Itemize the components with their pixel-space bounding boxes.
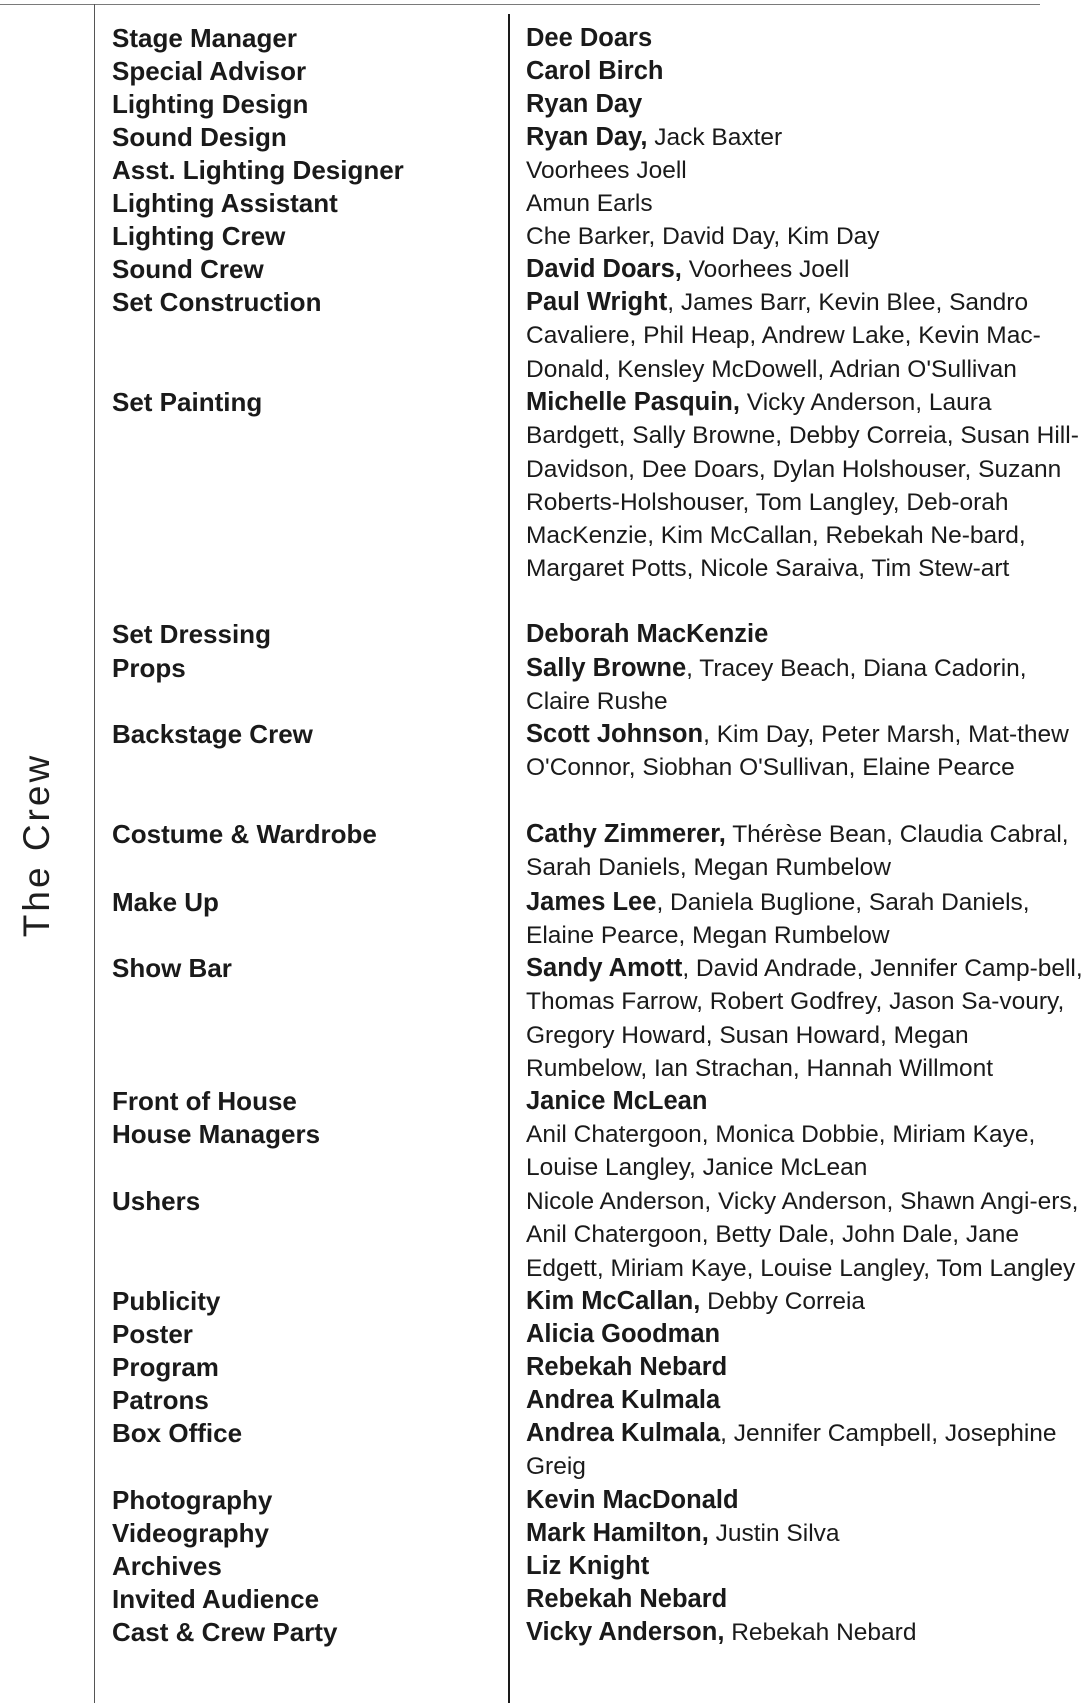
credit-role: Lighting Crew — [112, 221, 286, 251]
credit-rest: Nicole Anderson, Vicky Anderson, Shawn Angi-ers, Anil Chatergoon, Betty Dale, John Dale, Jane Edgett, Miriam Kaye, Louise Langley, Tom Langley — [526, 1188, 1079, 1282]
credit-lead: Deborah MacKenzie — [526, 620, 769, 648]
credit-role: Box Office — [112, 1418, 243, 1448]
credit-role: Props — [112, 653, 186, 683]
credit-role: Set Painting — [112, 387, 263, 417]
credit-role: Cast & Crew Party — [112, 1617, 338, 1647]
credit-names — [526, 187, 1086, 220]
credit-role: Stage Manager — [112, 23, 297, 53]
credit-role: Set Construction — [112, 287, 322, 317]
top-rule — [0, 4, 1040, 5]
left-rule — [94, 4, 95, 1703]
credit-role: Special Advisor — [112, 56, 307, 86]
credit-rest: Justin Silva — [708, 1520, 840, 1547]
credit-rest: Voorhees Joell — [526, 157, 687, 184]
credit-rest: Anil Chatergoon, Monica Dobbie, Miriam Kaye, Louise Langley, Janice McLean — [526, 1121, 1036, 1182]
credit-lead: Michelle Pasquin, — [526, 388, 740, 416]
credit-rest: Rebekah Nebard — [724, 1619, 917, 1646]
credit-lead: Scott Johnson — [526, 720, 704, 748]
credit-names — [526, 1550, 1086, 1583]
credit-lead: Vicky Anderson, — [526, 1618, 725, 1646]
credit-names — [526, 718, 1086, 785]
credit-lead: Kim McCallan, — [526, 1287, 701, 1315]
credit-lead: David Doars, — [526, 255, 682, 283]
credit-names — [526, 1484, 1086, 1517]
credit-names — [526, 1285, 1086, 1318]
credit-role: Front of House — [112, 1086, 297, 1116]
credit-role: Costume & Wardrobe — [112, 819, 377, 849]
credit-role: House Managers — [112, 1119, 321, 1149]
credit-lead: Ryan Day — [526, 90, 643, 118]
credit-role: Backstage Crew — [112, 719, 313, 749]
credit-names — [526, 220, 1086, 253]
credit-role: Show Bar — [112, 953, 232, 983]
credit-names — [526, 952, 1086, 1085]
credit-names — [526, 1583, 1086, 1616]
credit-names — [526, 22, 1086, 55]
credit-names — [526, 1318, 1086, 1351]
credit-rest: , David Andrade, Jennifer Camp-bell, Thomas Farrow, Robert Godfrey, Jason Sa-voury, Gregory Howard, Susan Howard, Megan Rumbelow, Ian Strachan, Hannah Willmont — [526, 955, 1083, 1082]
credit-names — [526, 154, 1086, 187]
credit-lead: Ryan Day, — [526, 123, 648, 151]
credit-rest: , James Barr, Kevin Blee, Sandro Cavaliere, Phil Heap, Andrew Lake, Kevin Mac-Donald, Kensley McDowell, Adrian O'Sullivan — [526, 289, 1041, 383]
credit-lead: Alicia Goodman — [526, 1320, 721, 1348]
credit-lead: Kevin MacDonald — [526, 1486, 739, 1514]
credit-role: Publicity — [112, 1286, 221, 1316]
credit-rest: Voorhees Joell — [681, 256, 850, 283]
credit-role: Videography — [112, 1518, 270, 1548]
credit-role: Ushers — [112, 1186, 201, 1216]
credit-lead: Sally Browne — [526, 654, 687, 682]
credit-rest: Debby Correia — [700, 1288, 866, 1315]
credit-role: Poster — [112, 1319, 193, 1349]
credit-names — [526, 1384, 1086, 1417]
credit-role: Lighting Design — [112, 89, 309, 119]
credit-rest: Vicky Anderson, Laura Bardgett, Sally Browne, Debby Correia, Susan Hill-Davidson, Dee Doars, Dylan Holshouser, Suzann Roberts-Holshouser, Tom Langley, Deb-orah MacKenzie, Kim McCallan, Rebekah Ne-bard, Margaret Potts, Nicole Saraiva, Tim Stew-art — [526, 389, 1079, 583]
credit-rest: , Jennifer Campbell, Josephine Greig — [526, 1420, 1057, 1481]
credit-lead: Cathy Zimmerer, — [526, 820, 726, 848]
credit-names — [526, 88, 1086, 121]
credit-names — [526, 1118, 1086, 1185]
credit-names — [526, 652, 1086, 719]
credit-rest: Jack Baxter — [647, 124, 783, 151]
credit-names — [526, 1185, 1086, 1285]
credit-role: Set Dressing — [112, 619, 271, 649]
credit-rest: , Daniela Buglione, Sarah Daniels, Elaine Pearce, Megan Rumbelow — [526, 889, 1030, 950]
credit-role: Invited Audience — [112, 1584, 320, 1614]
credit-names — [526, 1517, 1086, 1550]
credit-lead: Sandy Amott — [526, 954, 683, 982]
credit-names — [526, 818, 1086, 885]
credit-lead: Paul Wright — [526, 288, 668, 316]
credit-names — [526, 1351, 1086, 1384]
column-divider — [508, 14, 510, 1703]
credit-names — [526, 55, 1086, 88]
credit-rest: Thérèse Bean, Claudia Cabral, Sarah Daniels, Megan Rumbelow — [526, 821, 1069, 882]
credit-role: Program — [112, 1352, 219, 1382]
credit-role: Sound Design — [112, 122, 287, 152]
credit-names — [526, 121, 1086, 154]
credit-names — [526, 1616, 1086, 1649]
credit-lead: Andrea Kulmala — [526, 1386, 721, 1414]
credit-names — [526, 886, 1086, 953]
credit-names — [526, 1085, 1086, 1118]
section-title: The Crew — [16, 752, 57, 938]
credit-lead: Janice McLean — [526, 1087, 708, 1115]
credit-role: Lighting Assistant — [112, 188, 338, 218]
credit-lead: James Lee — [526, 888, 657, 916]
credit-rest: , Kim Day, Peter Marsh, Mat-thew O'Connor, Siobhan O'Sullivan, Elaine Pearce — [526, 721, 1069, 782]
credit-role: Sound Crew — [112, 254, 264, 284]
credit-rest: , Tracey Beach, Diana Cadorin, Claire Rushe — [526, 655, 1027, 716]
credit-lead: Carol Birch — [526, 57, 664, 85]
credit-role: Photography — [112, 1485, 273, 1515]
credit-names — [526, 253, 1086, 286]
credit-role: Asst. Lighting Designer — [112, 155, 404, 185]
credit-role: Make Up — [112, 887, 219, 917]
credit-rest: Che Barker, David Day, Kim Day — [526, 223, 880, 250]
credit-lead: Mark Hamilton, — [526, 1519, 709, 1547]
credit-lead: Rebekah Nebard — [526, 1353, 728, 1381]
credit-names — [526, 1417, 1086, 1484]
credit-role: Patrons — [112, 1385, 209, 1415]
credit-lead: Andrea Kulmala — [526, 1419, 721, 1447]
credit-names — [526, 618, 1086, 651]
credit-role: Archives — [112, 1551, 222, 1581]
credit-names — [526, 286, 1086, 386]
credit-lead: Dee Doars — [526, 24, 653, 52]
credit-rest: Amun Earls — [526, 190, 653, 217]
credit-names — [526, 386, 1086, 586]
credit-lead: Rebekah Nebard — [526, 1585, 728, 1613]
credit-lead: Liz Knight — [526, 1552, 650, 1580]
